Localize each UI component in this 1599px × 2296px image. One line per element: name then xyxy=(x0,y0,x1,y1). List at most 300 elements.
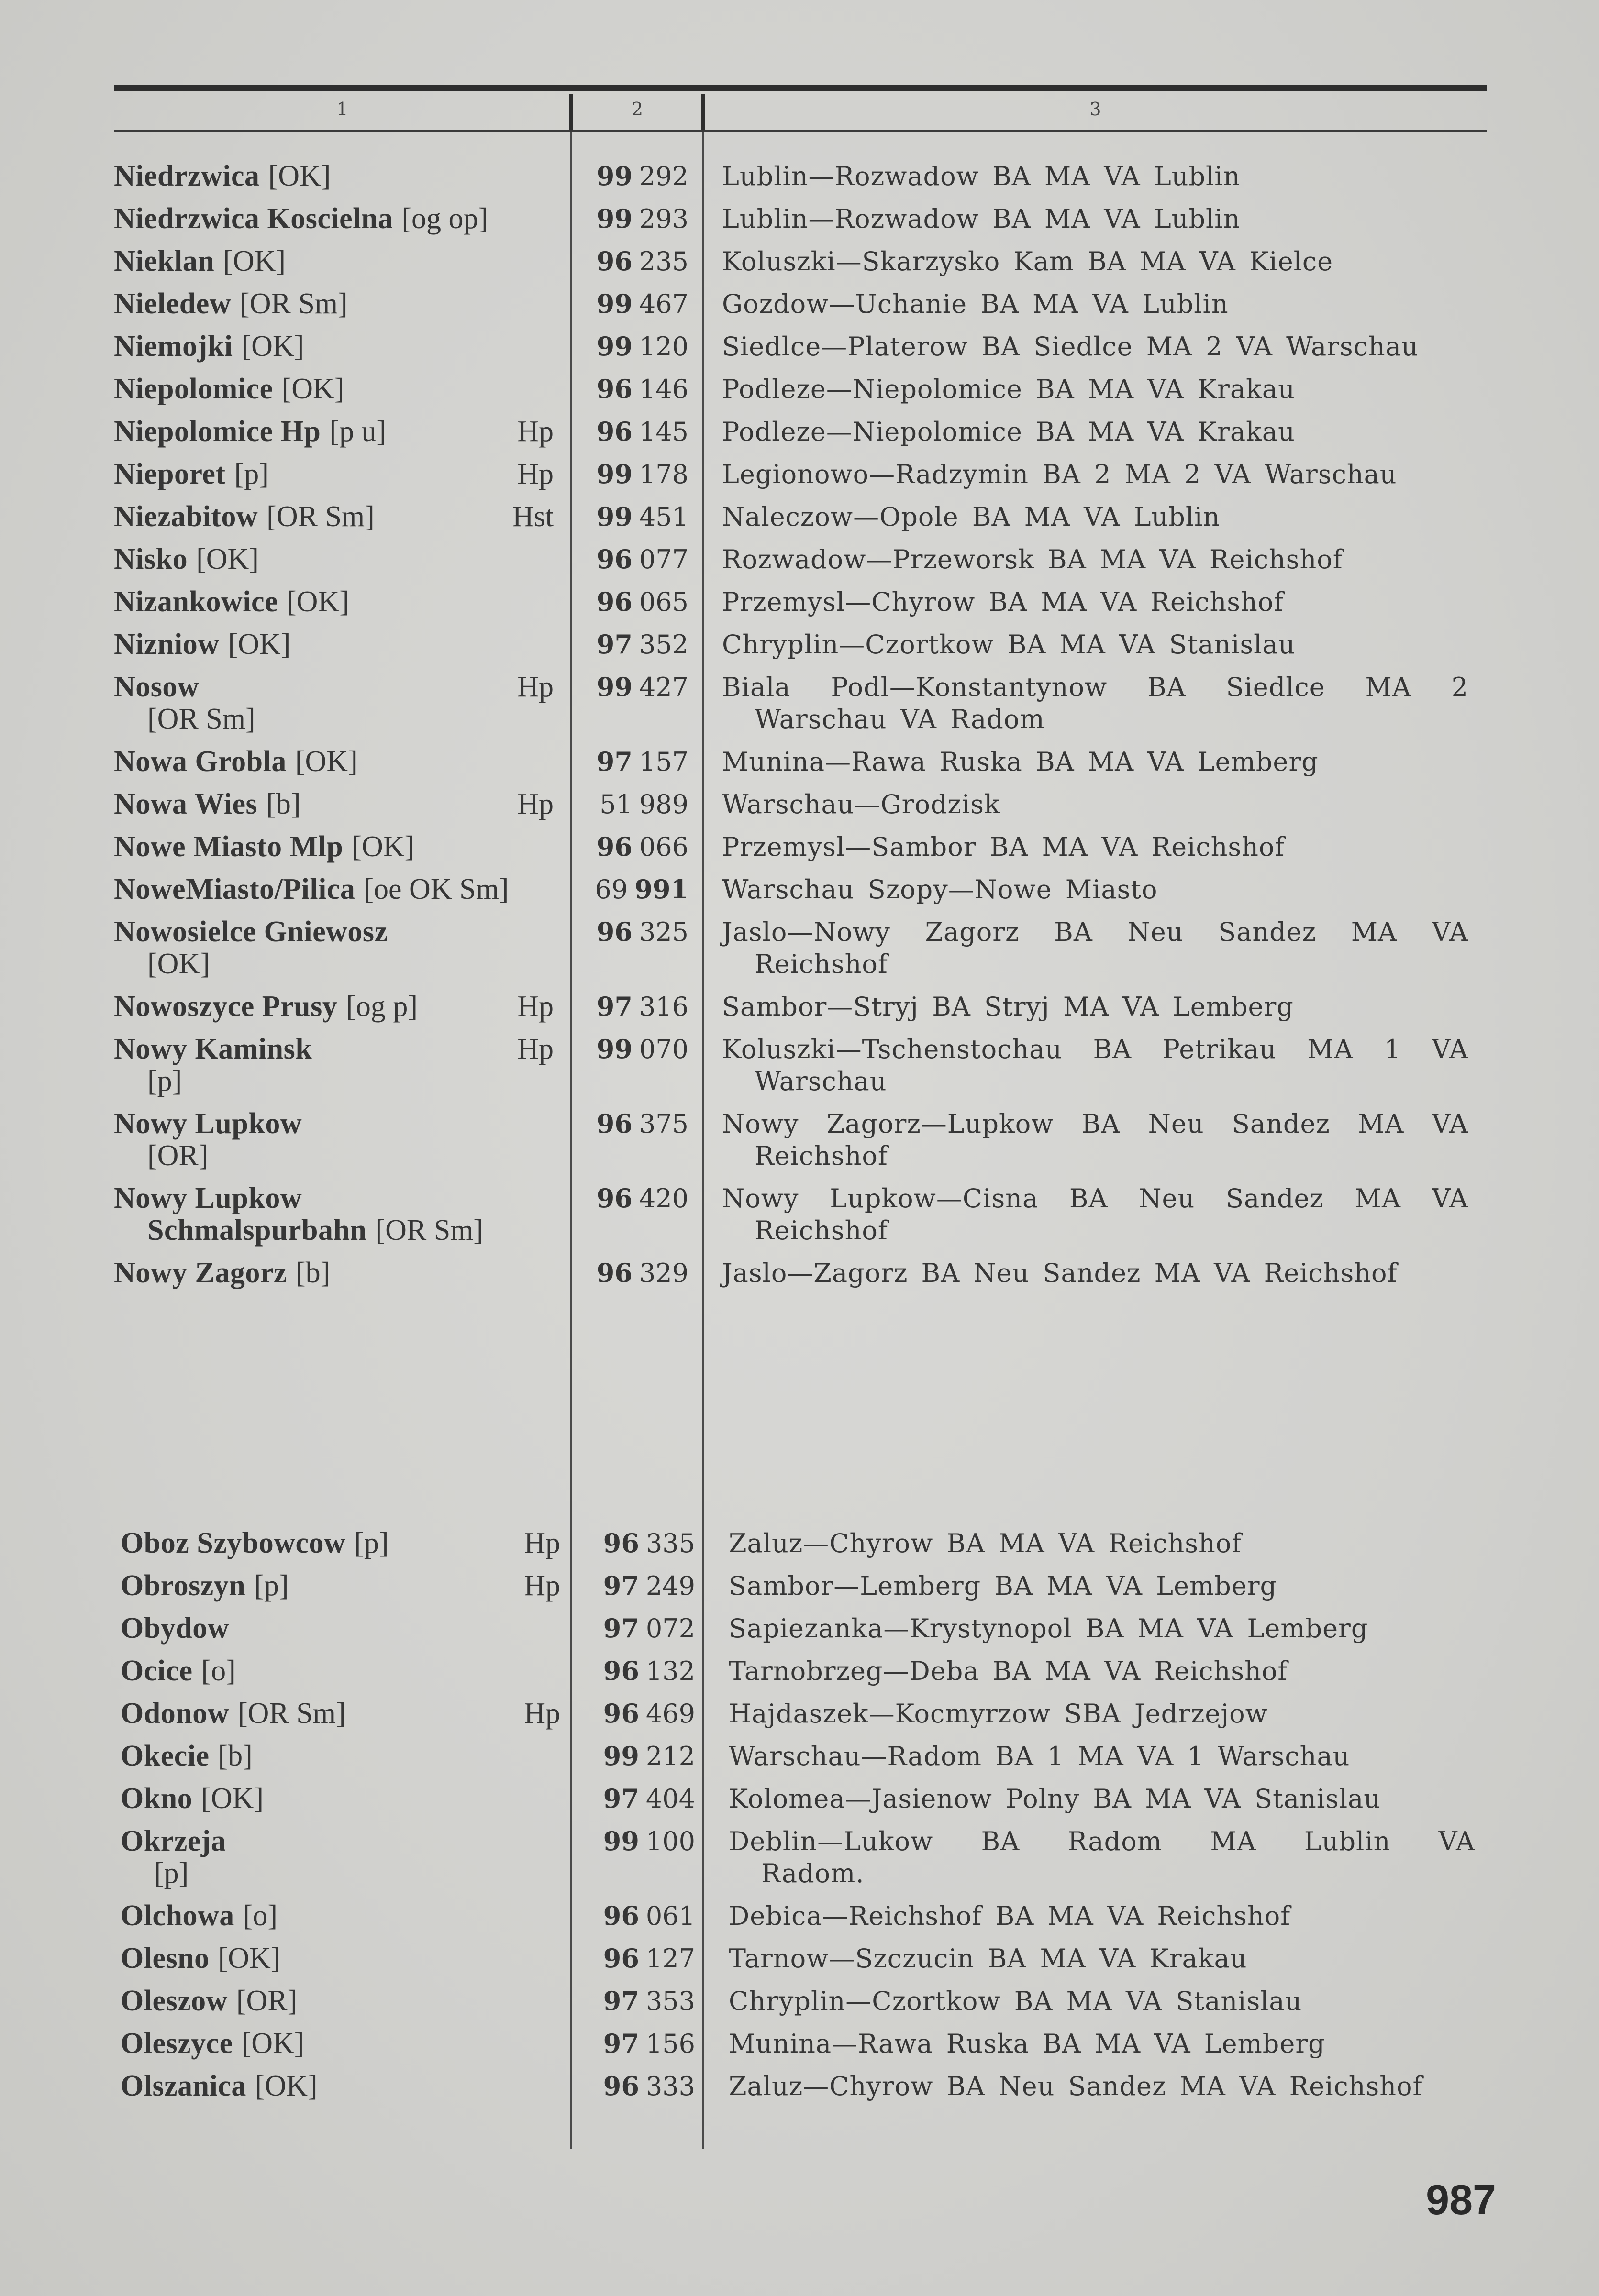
route-text: Nowy Zagorz—Lupkow BA Neu Sandez MA VA xyxy=(722,1109,1468,1139)
station-name: Nowy Lupkow xyxy=(114,1182,302,1214)
route-text: Sambor—Lemberg BA MA VA Lemberg xyxy=(729,1571,1277,1601)
station-name: Nowy Lupkow xyxy=(114,1107,302,1140)
table-row xyxy=(114,1177,1468,1252)
station-cell xyxy=(114,373,571,405)
station-number-suffix: 077 xyxy=(639,544,688,574)
station-line-continued xyxy=(114,1065,312,1097)
station-category: [b] xyxy=(266,788,301,820)
station-category: [p] xyxy=(234,458,269,490)
station-cell xyxy=(114,1257,571,1289)
station-line xyxy=(121,2028,304,2060)
station-number-prefix: 97 xyxy=(603,1613,639,1644)
station-number-prefix: 99 xyxy=(596,459,633,489)
route-text: Lublin—Rozwadow BA MA VA Lublin xyxy=(722,204,1241,234)
station-cell xyxy=(114,416,571,448)
route-cell xyxy=(710,1527,1475,1559)
station-number-prefix: 99 xyxy=(596,203,633,234)
station-name-block xyxy=(114,543,259,575)
station-name: Nowy Kaminsk xyxy=(114,1033,312,1065)
station-category: [OK] xyxy=(147,948,210,980)
station-number xyxy=(577,1825,710,1857)
station-number-prefix: 96 xyxy=(603,1698,639,1729)
station-category: [OK] xyxy=(201,1782,264,1815)
station-category: [OK] xyxy=(255,2070,318,2102)
station-name-block xyxy=(114,671,255,735)
station-name: Olchowa xyxy=(121,1899,234,1932)
station-number-suffix: 061 xyxy=(645,1901,695,1931)
station-name: Nieporet xyxy=(114,458,226,490)
station-line xyxy=(114,373,344,405)
table-row xyxy=(121,1607,1475,1650)
station-line xyxy=(114,671,255,703)
station-line xyxy=(121,1612,229,1645)
route-cell xyxy=(703,543,1468,575)
station-number-suffix: 316 xyxy=(639,992,688,1022)
station-name: Olszanica xyxy=(121,2070,246,2102)
station-number-suffix: 404 xyxy=(645,1784,695,1814)
station-category: [og p] xyxy=(346,990,418,1023)
station-cell xyxy=(114,203,571,235)
station-name-block xyxy=(121,1655,236,1687)
route-cell xyxy=(703,629,1468,661)
route-cell xyxy=(703,746,1468,778)
station-cell xyxy=(114,916,571,980)
table-row xyxy=(114,666,1468,740)
station-line xyxy=(114,501,375,533)
station-name: Nowa Wies xyxy=(114,788,258,820)
station-number-prefix: 96 xyxy=(603,1900,639,1931)
station-name-block xyxy=(114,1033,312,1097)
station-line xyxy=(114,586,349,618)
station-number xyxy=(577,1783,710,1815)
station-category: [OK] xyxy=(295,745,358,778)
station-number-suffix: 427 xyxy=(639,672,688,702)
station-line xyxy=(114,1257,330,1289)
table-row xyxy=(114,240,1468,283)
route-text: Naleczow—Opole BA MA VA Lublin xyxy=(722,502,1221,532)
station-number-suffix: 065 xyxy=(639,587,688,617)
station-number-prefix: 96 xyxy=(596,831,633,862)
station-cell xyxy=(114,331,571,363)
route-text: Sambor—Stryj BA Stryj MA VA Lemberg xyxy=(722,992,1294,1022)
station-line xyxy=(114,160,331,192)
station-name-block xyxy=(114,991,418,1023)
station-number-suffix: 325 xyxy=(639,917,688,947)
station-number-prefix: 97 xyxy=(596,991,633,1022)
route-cell xyxy=(703,245,1468,277)
station-number xyxy=(571,1033,703,1065)
table-row xyxy=(114,1252,1468,1294)
station-cell xyxy=(121,1985,577,2017)
station-number xyxy=(577,1612,710,1645)
station-name-block xyxy=(114,788,300,820)
station-number-prefix: 99 xyxy=(596,672,633,702)
station-type: Hp xyxy=(517,458,554,490)
station-name: Oleszow xyxy=(121,1985,228,2017)
station-number-prefix: 97 xyxy=(603,1783,639,1814)
station-type: Hp xyxy=(517,671,554,703)
top-rule xyxy=(114,85,1487,91)
station-cell xyxy=(114,746,571,778)
station-line xyxy=(114,288,348,320)
table-row xyxy=(121,1895,1475,1937)
station-name-block xyxy=(121,1612,229,1645)
route-cell xyxy=(703,873,1468,905)
station-name-block xyxy=(121,1783,264,1815)
station-name-block xyxy=(114,331,304,363)
station-type: Hp xyxy=(524,1697,560,1730)
station-category: [p] xyxy=(354,1527,389,1559)
station-category: [OR Sm] xyxy=(237,1697,346,1730)
station-name-block xyxy=(121,2028,304,2060)
station-number xyxy=(577,1698,710,1730)
route-cell xyxy=(710,2070,1475,2102)
station-number-prefix: 69 xyxy=(595,874,628,905)
station-category: [p u] xyxy=(329,415,387,448)
station-type: Hst xyxy=(512,500,554,533)
table-row xyxy=(114,198,1468,240)
station-number-prefix: 99 xyxy=(596,161,633,191)
table-row xyxy=(114,1028,1468,1103)
station-number-suffix: 352 xyxy=(639,629,688,660)
station-number xyxy=(571,160,703,192)
station-line xyxy=(121,1698,346,1730)
station-type: Hp xyxy=(524,1569,560,1602)
station-number-suffix: 100 xyxy=(645,1826,695,1856)
station-number-suffix: 333 xyxy=(645,2071,695,2101)
station-line xyxy=(121,1943,280,1975)
route-text: Nowy Lupkow—Cisna BA Neu Sandez MA VA xyxy=(722,1183,1468,1214)
route-text: Lublin—Rozwadow BA MA VA Lublin xyxy=(722,161,1241,191)
station-line xyxy=(121,1740,253,1772)
route-text-continued: Reichshof xyxy=(755,1215,888,1246)
station-category: [OK] xyxy=(281,373,344,405)
route-cell xyxy=(703,203,1468,235)
route-cell xyxy=(703,331,1468,363)
station-name: Okno xyxy=(121,1782,193,1815)
station-number-suffix: 132 xyxy=(645,1656,695,1686)
table-row xyxy=(121,1565,1475,1607)
station-number-suffix: 127 xyxy=(645,1943,695,1974)
station-line xyxy=(121,1900,278,1932)
station-number xyxy=(571,831,703,863)
table-row xyxy=(114,410,1468,453)
station-name: Niepolomice xyxy=(114,373,273,405)
station-name: Nosow xyxy=(114,671,200,703)
station-number-prefix: 99 xyxy=(603,1826,639,1856)
route-cell xyxy=(703,373,1468,405)
station-line xyxy=(121,2070,318,2102)
station-name: Obydow xyxy=(121,1612,229,1645)
route-cell xyxy=(703,1108,1468,1172)
station-number-prefix: 96 xyxy=(603,2071,639,2101)
station-name: Niedrzwica xyxy=(114,160,260,192)
station-category: [p] xyxy=(154,1857,189,1889)
station-category: [oe OK Sm] xyxy=(364,873,509,905)
station-name: Oboz Szybowcow xyxy=(121,1527,346,1559)
station-cell xyxy=(114,1108,571,1172)
station-number xyxy=(577,1985,710,2017)
station-category: [OK] xyxy=(218,1942,281,1975)
station-name: Niedrzwica Koscielna xyxy=(114,202,393,235)
station-name-block xyxy=(114,160,331,192)
station-number-prefix: 96 xyxy=(603,1943,639,1974)
station-number-suffix: 178 xyxy=(639,459,688,489)
column-header-2: 2 xyxy=(631,99,644,120)
station-line xyxy=(121,1985,297,2017)
station-cell xyxy=(114,501,571,533)
station-name: Odonow xyxy=(121,1697,229,1730)
station-name-block xyxy=(114,288,348,320)
station-number xyxy=(571,1182,703,1214)
route-text: Rozwadow—Przeworsk BA MA VA Reichshof xyxy=(722,544,1343,574)
station-name: Ocice xyxy=(121,1655,193,1687)
station-number xyxy=(571,501,703,533)
column-header-1: 1 xyxy=(336,99,348,120)
station-name-block xyxy=(114,746,358,778)
route-text: Biala Podl—Konstantynow BA Siedlce MA 2 xyxy=(722,672,1468,702)
route-cell xyxy=(703,586,1468,618)
page-number: 987 xyxy=(1426,2176,1496,2223)
column-header-3: 3 xyxy=(1089,99,1101,120)
station-cell xyxy=(121,1825,577,1889)
station-name-block xyxy=(114,501,375,533)
station-number-suffix: 353 xyxy=(645,1986,695,2016)
route-cell xyxy=(710,1698,1475,1730)
station-cell xyxy=(114,458,571,490)
station-number-prefix: 96 xyxy=(596,1108,633,1139)
station-number xyxy=(571,543,703,575)
station-name-block xyxy=(114,1182,483,1247)
station-name: Nowa Grobla xyxy=(114,745,287,778)
table-row xyxy=(114,783,1468,826)
station-category: [o] xyxy=(201,1655,236,1687)
station-number xyxy=(571,671,703,703)
station-line xyxy=(114,458,269,490)
station-name-block xyxy=(121,1698,346,1730)
route-cell xyxy=(710,1612,1475,1645)
station-line xyxy=(121,1570,289,1602)
station-number-suffix: 293 xyxy=(639,204,688,234)
station-name-block xyxy=(114,873,509,905)
station-category: [b] xyxy=(295,1257,331,1289)
table-row xyxy=(114,283,1468,325)
route-text: Warschau—Grodzisk xyxy=(722,789,1000,819)
route-text: Warschau Szopy—Nowe Miasto xyxy=(722,874,1158,905)
table-row xyxy=(114,911,1468,985)
station-number-suffix: 249 xyxy=(645,1571,695,1601)
table-row xyxy=(114,496,1468,538)
station-name-block xyxy=(121,1740,253,1772)
route-cell xyxy=(703,788,1468,820)
station-number-suffix: 991 xyxy=(634,874,688,905)
station-number-prefix: 99 xyxy=(596,501,633,532)
table-row xyxy=(114,826,1468,868)
station-number xyxy=(571,991,703,1023)
station-line xyxy=(114,788,300,820)
table-row xyxy=(114,740,1468,783)
route-text: Chryplin—Czortkow BA MA VA Stanislau xyxy=(729,1986,1302,2016)
station-name-block xyxy=(121,2070,318,2102)
station-number-prefix: 99 xyxy=(596,331,633,362)
station-number xyxy=(571,373,703,405)
station-name-block xyxy=(114,629,290,661)
station-line xyxy=(121,1655,236,1687)
route-text: Koluszki—Tschenstochau BA Petrikau MA 1 VA xyxy=(722,1034,1468,1064)
route-text: Jaslo—Zagorz BA Neu Sandez MA VA Reichshof xyxy=(722,1258,1398,1288)
station-name-block xyxy=(121,1825,226,1889)
station-cell xyxy=(114,788,571,820)
route-cell xyxy=(703,1257,1468,1289)
station-number-prefix: 99 xyxy=(603,1741,639,1771)
route-cell xyxy=(710,1570,1475,1602)
route-text-continued: Radom. xyxy=(761,1858,865,1888)
station-name: NoweMiasto/Pilica xyxy=(114,873,355,905)
route-text: Chryplin—Czortkow BA MA VA Stanislau xyxy=(722,629,1296,660)
station-category: [OR Sm] xyxy=(266,500,375,533)
station-cell xyxy=(121,1740,577,1772)
station-number xyxy=(571,203,703,235)
station-cell xyxy=(121,1943,577,1975)
station-line xyxy=(114,416,386,448)
station-number xyxy=(571,458,703,490)
station-line xyxy=(114,629,290,661)
station-number-prefix: 96 xyxy=(596,416,633,447)
station-name-block xyxy=(114,916,388,980)
table-row xyxy=(114,1103,1468,1177)
station-number-prefix: 96 xyxy=(596,544,633,574)
station-number xyxy=(571,916,703,948)
route-cell xyxy=(710,1783,1475,1815)
station-number-suffix: 375 xyxy=(639,1109,688,1139)
route-text: Przemysl—Chyrow BA MA VA Reichshof xyxy=(722,587,1284,617)
station-cell xyxy=(114,629,571,661)
route-cell xyxy=(710,1900,1475,1932)
route-cell xyxy=(710,1740,1475,1772)
station-cell xyxy=(114,160,571,192)
table-row xyxy=(121,1650,1475,1692)
station-number xyxy=(577,1527,710,1559)
station-number-suffix: 156 xyxy=(645,2029,695,2059)
station-name: Nizniow xyxy=(114,628,220,661)
station-cell xyxy=(114,1182,571,1247)
station-line-continued xyxy=(121,1857,226,1889)
station-number-prefix: 97 xyxy=(603,1570,639,1601)
station-category: [o] xyxy=(243,1899,278,1932)
station-number-prefix: 96 xyxy=(603,1528,639,1558)
route-cell xyxy=(710,1655,1475,1687)
station-category: [OR Sm] xyxy=(240,287,348,320)
station-number xyxy=(571,629,703,661)
route-text: Tarnobrzeg—Deba BA MA VA Reichshof xyxy=(729,1656,1288,1686)
station-category: [OK] xyxy=(228,628,291,661)
station-cell xyxy=(121,2028,577,2060)
station-number xyxy=(571,1108,703,1140)
station-number-prefix: 96 xyxy=(603,1656,639,1686)
station-number-suffix: 451 xyxy=(639,502,688,532)
station-cell xyxy=(121,1783,577,1815)
station-number-suffix: 070 xyxy=(639,1034,688,1064)
station-line xyxy=(114,245,286,277)
header-rule xyxy=(114,130,1487,132)
route-text: Hajdaszek—Kocmyrzow SBA Jedrzejow xyxy=(729,1699,1268,1729)
station-category: [OK] xyxy=(196,543,259,575)
station-line xyxy=(121,1825,226,1857)
station-type: Hp xyxy=(517,990,554,1023)
station-line-continued xyxy=(114,1214,483,1247)
station-number-suffix: 235 xyxy=(639,246,688,276)
route-cell xyxy=(703,831,1468,863)
station-number xyxy=(577,1570,710,1602)
station-number xyxy=(577,2028,710,2060)
station-number-prefix: 96 xyxy=(596,1183,633,1214)
station-number-suffix: 066 xyxy=(639,832,688,862)
route-text: Debica—Reichshof BA MA VA Reichshof xyxy=(729,1901,1291,1931)
route-cell xyxy=(703,916,1468,980)
station-cell xyxy=(121,1527,577,1559)
station-number-prefix: 51 xyxy=(600,789,633,819)
station-name-block xyxy=(114,373,344,405)
station-name-block xyxy=(114,586,349,618)
station-cell xyxy=(114,831,571,863)
table-row xyxy=(114,368,1468,410)
station-cell xyxy=(121,2070,577,2102)
table-row xyxy=(114,623,1468,666)
station-name-block xyxy=(114,416,386,448)
route-text: Zaluz—Chyrow BA MA VA Reichshof xyxy=(729,1528,1242,1558)
station-category: [OK] xyxy=(223,245,286,277)
station-line-continued xyxy=(114,703,255,735)
route-text: Gozdow—Uchanie BA MA VA Lublin xyxy=(722,289,1229,319)
route-text: Przemysl—Sambor BA MA VA Reichshof xyxy=(722,832,1285,862)
station-number-prefix: 96 xyxy=(596,916,633,947)
station-number xyxy=(577,1740,710,1772)
route-text-continued: Reichshof xyxy=(755,1141,888,1171)
station-category: [b] xyxy=(218,1740,253,1772)
station-name: Niezabitow xyxy=(114,500,258,533)
station-cell xyxy=(114,1033,571,1097)
station-number-prefix: 96 xyxy=(596,374,633,404)
route-text: Munina—Rawa Ruska BA MA VA Lemberg xyxy=(722,747,1319,777)
table-row xyxy=(114,155,1468,198)
station-name: Oleszyce xyxy=(121,2027,233,2060)
station-number xyxy=(577,1655,710,1687)
table-row xyxy=(121,1522,1475,1565)
station-number-prefix: 96 xyxy=(596,586,633,617)
station-name-block xyxy=(114,458,269,490)
station-name: Okecie xyxy=(121,1740,210,1772)
route-cell xyxy=(710,2028,1475,2060)
station-line xyxy=(121,1527,389,1559)
station-cell xyxy=(121,1612,577,1645)
station-number-suffix: 120 xyxy=(639,331,688,362)
station-cell xyxy=(121,1698,577,1730)
station-number xyxy=(577,2070,710,2102)
table-row xyxy=(114,985,1468,1028)
station-line xyxy=(114,1182,483,1214)
station-number-prefix: 97 xyxy=(596,629,633,660)
station-number xyxy=(571,416,703,448)
station-line xyxy=(114,203,488,235)
station-name: Nowy Zagorz xyxy=(114,1257,287,1289)
station-cell xyxy=(121,1900,577,1932)
route-text: Sapiezanka—Krystynopol BA MA VA Lemberg xyxy=(729,1613,1368,1644)
station-number-suffix: 989 xyxy=(639,789,688,819)
route-cell xyxy=(703,416,1468,448)
station-type: Hp xyxy=(517,788,554,820)
station-name: Nowoszyce Prusy xyxy=(114,990,338,1023)
route-text: Warschau—Radom BA 1 MA VA 1 Warschau xyxy=(729,1741,1350,1771)
